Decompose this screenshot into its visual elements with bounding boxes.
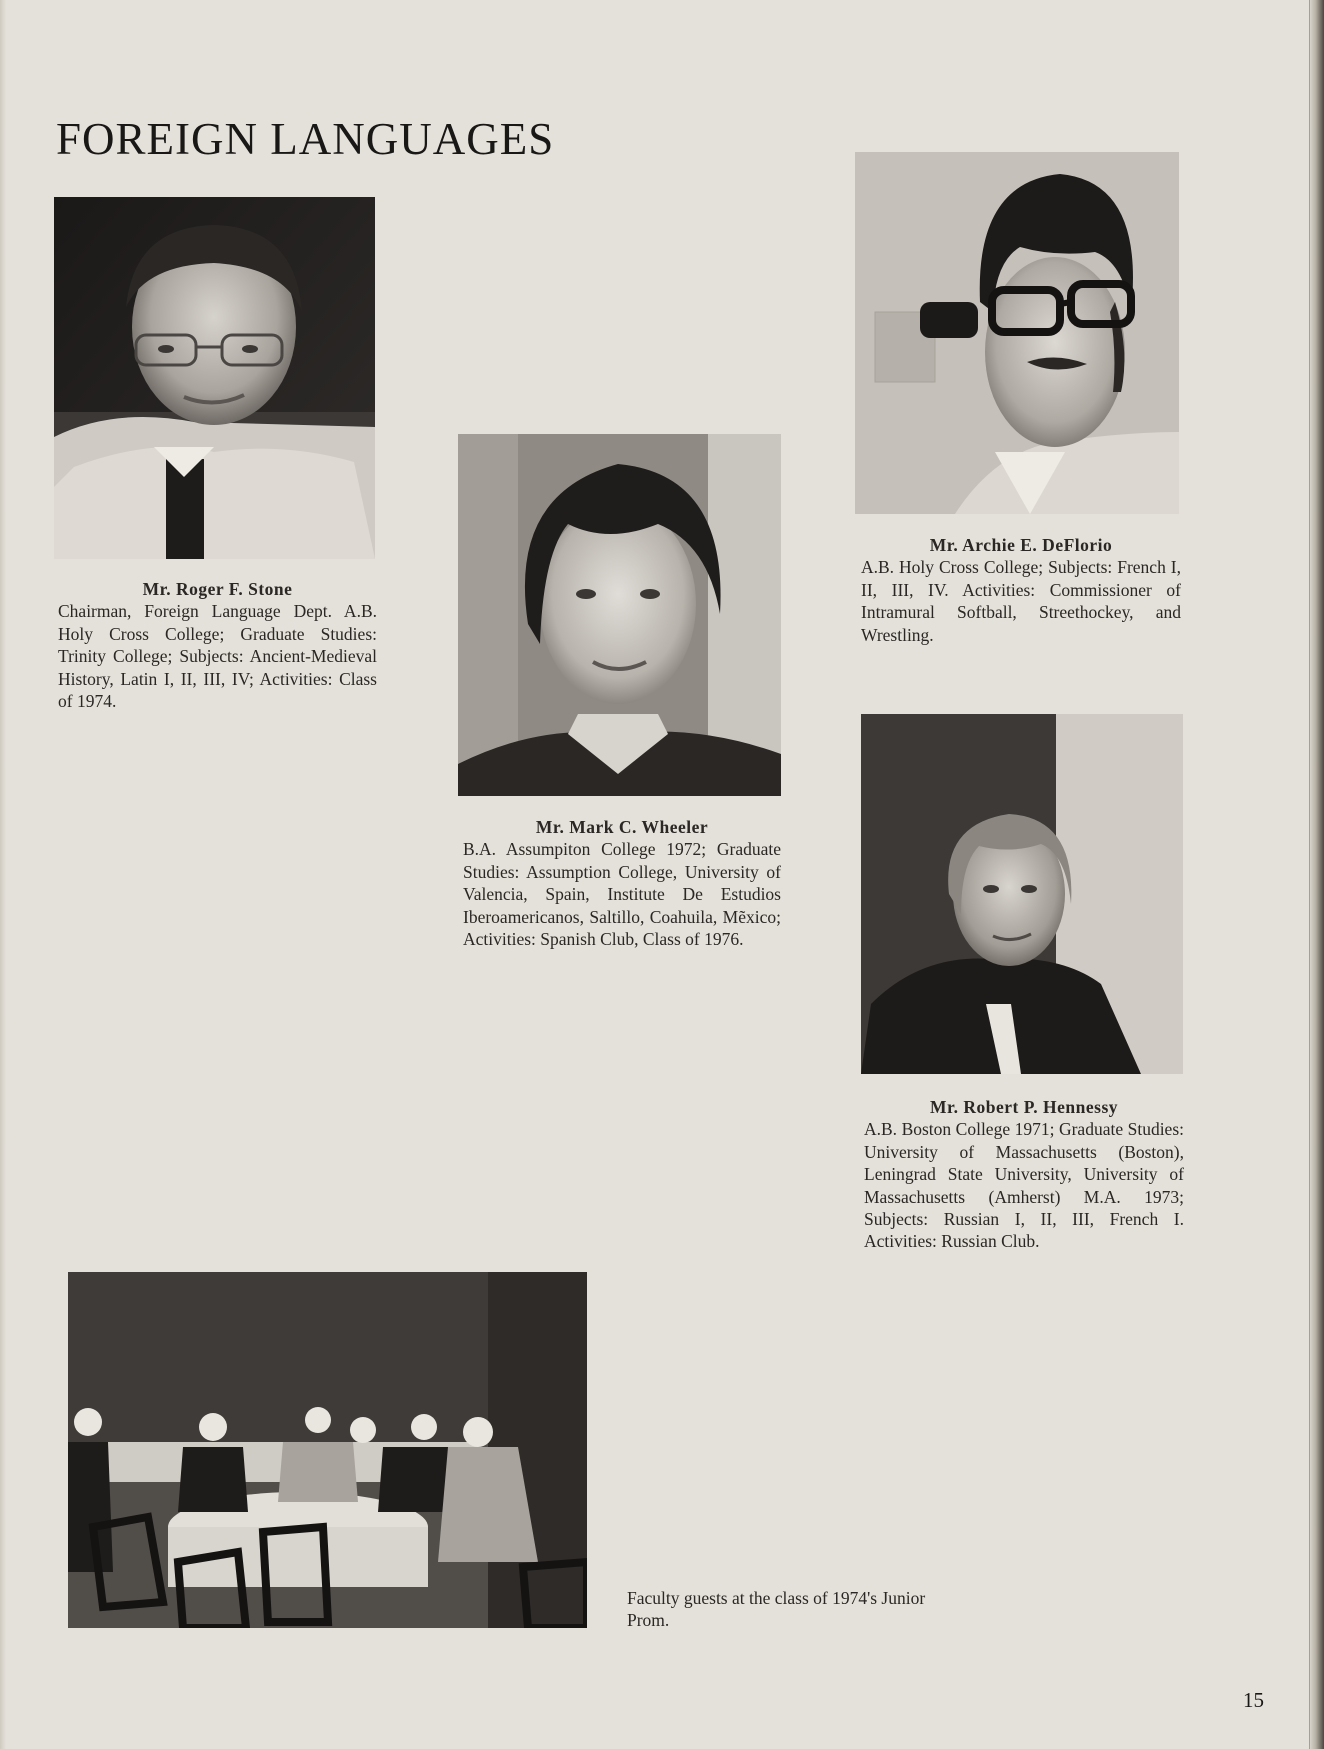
- caption-mark-wheeler: [463, 816, 781, 950]
- portrait-robert-hennessy: [861, 714, 1183, 1074]
- photo-archie-deflorio: [855, 152, 1179, 514]
- photo-roger-stone: [54, 197, 375, 559]
- photo-mark-wheeler: [458, 434, 781, 796]
- portrait-mark-wheeler: [458, 434, 781, 796]
- page-title: FOREIGN LANGUAGES: [56, 114, 555, 164]
- faculty-bio: A.B. Holy Cross College; Subjects: French I, II, III, IV. Activities: Commissioner of Intramural Softball, Streethockey, and Wrestling.: [861, 557, 1181, 645]
- faculty-bio: Chairman, Foreign Language Dept. A.B. Holy Cross College; Graduate Studies: Trinity College; Subjects: Ancient-Medieval History, Latin I, II, III, IV; Activities: Class of 1974.: [58, 601, 377, 712]
- photo-robert-hennessy: [861, 714, 1183, 1074]
- faculty-name: Mr. Archie E. DeFlorio: [929, 535, 1113, 555]
- page-number: 15: [1243, 1688, 1264, 1712]
- caption-robert-hennessy: [864, 1096, 1184, 1253]
- page-right-edge: [1310, 0, 1324, 1749]
- caption-archie-deflorio: [861, 534, 1181, 646]
- photo-junior-prom-faculty: [68, 1272, 587, 1628]
- faculty-name: Mr. Roger F. Stone: [142, 579, 293, 599]
- faculty-name: Mr. Mark C. Wheeler: [535, 817, 709, 837]
- caption-roger-stone: [58, 578, 377, 712]
- page-left-edge: [0, 0, 6, 1749]
- group-photo-junior-prom: [68, 1272, 587, 1628]
- group-photo-caption: Faculty guests at the class of 1974's Junior Prom.: [627, 1588, 926, 1631]
- faculty-bio: B.A. Assumpiton College 1972; Graduate Studies: Assumption College, University of Valencia, Spain, Institute De Estudios Iberoamericanos, Saltillo, Coahuila, Mẽxico; Activities: Spanish Club, Class of 1976.: [463, 839, 781, 950]
- portrait-roger-stone: [54, 197, 375, 559]
- faculty-bio: A.B. Boston College 1971; Graduate Studies: University of Massachusetts (Boston), Leningrad State University, University of Massachusetts (Amherst) M.A. 1973; Subjects: Russian I, II, III, French I. Activities: Russian Club.: [864, 1119, 1184, 1252]
- portrait-archie-deflorio: [855, 152, 1179, 514]
- faculty-name: Mr. Robert P. Hennessy: [929, 1097, 1119, 1117]
